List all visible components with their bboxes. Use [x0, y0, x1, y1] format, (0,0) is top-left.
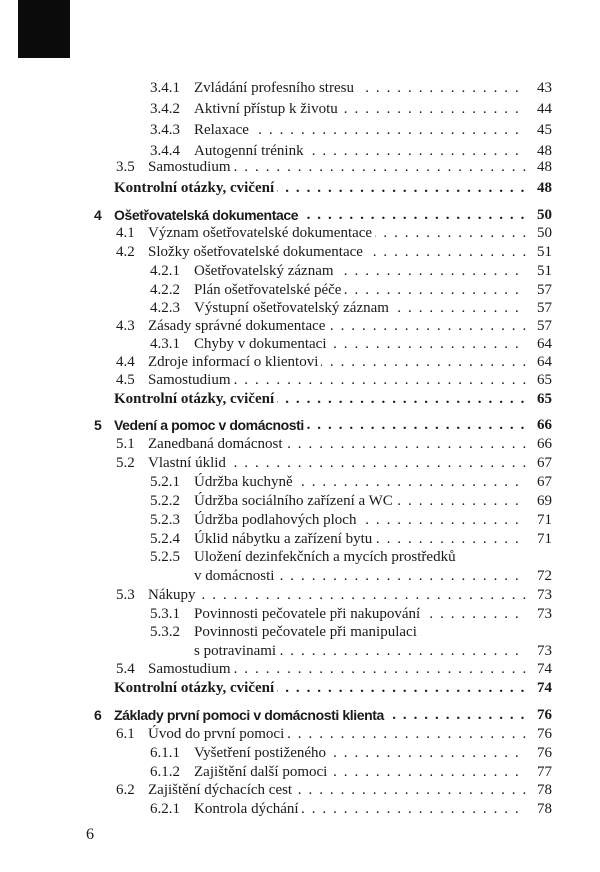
- toc-entry-title: [194, 604, 526, 624]
- toc-entry-title: [194, 547, 560, 567]
- toc-entry-page: 71: [537, 531, 552, 547]
- toc-entry-page: 78: [537, 782, 552, 798]
- toc-entry-number: 6.1.2: [150, 764, 180, 780]
- toc-entry-title-text: Zanedbaná domácnost: [148, 436, 286, 452]
- toc-entry-page: 74: [537, 661, 552, 677]
- toc-entry-title-text: Relaxace: [194, 122, 252, 138]
- toc-entry-page: 51: [537, 263, 552, 279]
- toc-entry-title: [148, 370, 526, 390]
- toc-entry-title: [194, 298, 526, 318]
- toc-entry-title: [194, 280, 526, 300]
- toc-entry-title-text: Vyšetření postiženého: [194, 745, 329, 761]
- toc-entry-number: 5.3.1: [150, 606, 180, 622]
- toc-entry: [0, 78, 600, 100]
- toc-entry-title-text: Zajištění další pomoci: [194, 764, 330, 780]
- toc-entry-title-text: Údržba sociálního zařízení a WC: [194, 493, 396, 509]
- toc-entry-number: 5.2.3: [150, 512, 180, 528]
- toc-entry-number: 6.1: [116, 726, 135, 742]
- toc-entry-number: 5.2.5: [150, 549, 180, 565]
- toc-entry-page: 44: [537, 101, 552, 117]
- toc-entry-title-text: Autogenní trénink: [194, 143, 307, 159]
- toc-entry-number: 5: [94, 417, 102, 433]
- toc-entry-title-text: Povinnosti pečovatele při nakupování: [194, 606, 423, 622]
- toc-entry-title: [114, 415, 526, 436]
- toc-entry-page: 65: [537, 391, 552, 407]
- toc-entry-title: [194, 99, 526, 119]
- toc-entry-title-text: Kontrolní otázky, cvičení: [114, 680, 277, 696]
- toc-entry-page: 50: [537, 225, 552, 241]
- toc-entry-title-text: Povinnosti pečovatele při manipulaci: [194, 624, 420, 640]
- toc-entry-title-text: Vlastní úklid: [148, 455, 229, 471]
- toc-entry-page: 67: [537, 455, 552, 471]
- toc-entry-page: 74: [537, 680, 552, 696]
- toc-entry-number: 4.5: [116, 372, 135, 388]
- toc-entry-title-text: Uložení dezinfekčních a mycích prostředků: [194, 549, 459, 565]
- toc-entry: [0, 120, 600, 142]
- toc-entry-page: 65: [537, 372, 552, 388]
- toc-entry-number: 5.2.1: [150, 474, 180, 490]
- toc-entry-title-text: Úvod do první pomoci: [148, 726, 287, 742]
- toc-entry-page: 72: [537, 568, 552, 584]
- toc-entry-title: [194, 529, 526, 549]
- toc-entry-number: 5.3.2: [150, 624, 180, 640]
- toc-entry-title-text: Kontrolní otázky, cvičení: [114, 391, 277, 407]
- toc-entry-page: 76: [537, 707, 552, 723]
- toc-entry-title: [194, 743, 526, 763]
- toc-entry-title: [114, 705, 526, 726]
- toc-entry-number: 5.2.4: [150, 531, 180, 547]
- toc-entry-page: 57: [537, 300, 552, 316]
- toc-entry-number: 3.4.3: [150, 122, 180, 138]
- toc-entry-number: 4.1: [116, 225, 135, 241]
- toc-entry-title-text: s potravinami: [194, 643, 279, 659]
- toc-entry-title: [148, 242, 526, 262]
- toc-entry: [0, 99, 600, 121]
- toc-entry-title-text: Ošetřovatelská dokumentace: [114, 207, 301, 223]
- toc-entry-title-text: Význam ošetřovatelské dokumentace: [148, 225, 375, 241]
- toc-entry-number: 6.2.1: [150, 801, 180, 817]
- toc-entry-title: [114, 678, 526, 698]
- toc-entry-title: [148, 659, 526, 679]
- toc-entry-title: [148, 316, 526, 336]
- toc-entry-number: 5.3: [116, 587, 135, 603]
- toc-entry-title: [148, 157, 526, 177]
- toc-entry: [0, 678, 600, 700]
- toc-entry-number: 4.2.2: [150, 282, 180, 298]
- toc-entry-title-text: Údržba podlahových ploch: [194, 512, 359, 528]
- toc-entry-title: [148, 724, 526, 744]
- toc-entry-title: [194, 120, 526, 140]
- toc-entry-number: 3.4.1: [150, 80, 180, 96]
- toc-entry-page: 50: [537, 207, 552, 223]
- toc-entry-number: 5.4: [116, 661, 135, 677]
- toc-entry-number: 5.2: [116, 455, 135, 471]
- toc-entry-page: 69: [537, 493, 552, 509]
- toc-entry-page: 66: [537, 436, 552, 452]
- toc-entry: [0, 157, 600, 179]
- toc-entry-number: 3.4.4: [150, 143, 180, 159]
- toc-entry-page: 48: [537, 159, 552, 175]
- toc-entry-number: 3.5: [116, 159, 135, 175]
- toc-entry-title: [194, 78, 526, 98]
- toc-entry-title: [148, 352, 526, 372]
- toc-entry-number: 6: [94, 707, 102, 723]
- toc-entry-title: [194, 261, 526, 281]
- toc-entry-title-text: Výstupní ošetřovatelský záznam: [194, 300, 392, 316]
- toc-entry-page: 76: [537, 745, 552, 761]
- toc-entry-number: 4.3.1: [150, 336, 180, 352]
- toc-entry-title: [194, 491, 526, 511]
- toc-entry-title-text: v domácnosti: [194, 568, 277, 584]
- toc-entry-title-text: Samostudium: [148, 372, 234, 388]
- toc-entry-title-text: Samostudium: [148, 661, 234, 677]
- toc-entry-title: [148, 434, 526, 454]
- toc-entry-page: 73: [537, 643, 552, 659]
- toc-entry-title: [114, 178, 526, 198]
- toc-entry-title-text: Složky ošetřovatelské dokumentace: [148, 244, 366, 260]
- toc-entry-number: 4.2: [116, 244, 135, 260]
- toc-entry-page: 45: [537, 122, 552, 138]
- toc-entry: [0, 799, 600, 821]
- toc-entry-page: 64: [537, 354, 552, 370]
- toc-entry-title: [194, 622, 560, 642]
- toc-entry-page: 48: [537, 143, 552, 159]
- toc-entry-number: 4.3: [116, 318, 135, 334]
- toc-entry-number: 4.2.1: [150, 263, 180, 279]
- toc-entry-number: 5.2.2: [150, 493, 180, 509]
- toc-entry-page: 73: [537, 606, 552, 622]
- page-number: 6: [86, 826, 94, 843]
- toc-entry-title: [194, 334, 526, 354]
- toc-entry-title: [194, 510, 526, 530]
- toc-entry-title: [194, 762, 526, 782]
- toc-entry-page: 57: [537, 282, 552, 298]
- toc-entry-title: [148, 223, 526, 243]
- toc-entry-page: 77: [537, 764, 552, 780]
- toc-entry-title-text: Aktivní přístup k životu: [194, 101, 341, 117]
- toc-entry-title: [194, 566, 526, 586]
- toc-entry-title: [148, 780, 526, 800]
- toc-entry-title-text: Nákupy: [148, 587, 199, 603]
- toc-entry-title: [148, 585, 526, 605]
- toc-entry-page: 51: [537, 244, 552, 260]
- toc-entry-title: [194, 799, 526, 819]
- toc-entry-number: 3.4.2: [150, 101, 180, 117]
- toc-entry-title-text: Zdroje informací o klientovi: [148, 354, 321, 370]
- toc-entry-page: 64: [537, 336, 552, 352]
- toc-entry-page: 76: [537, 726, 552, 742]
- toc-entry-title-text: Kontrolní otázky, cvičení: [114, 180, 277, 196]
- toc-entry-page: 66: [537, 417, 552, 433]
- toc-entry-page: 78: [537, 801, 552, 817]
- toc-entry-title-text: Zásady správné dokumentace: [148, 318, 328, 334]
- toc-entry-title: [114, 389, 526, 409]
- toc-entry-number: 4.4: [116, 354, 135, 370]
- toc-entry-title-text: Ošetřovatelský záznam: [194, 263, 337, 279]
- toc-entry-title-text: Základy první pomoci v domácnosti klienta: [114, 707, 387, 723]
- toc-entry-title-text: Úklid nábytku a zařízení bytu: [194, 531, 375, 547]
- toc-entry-page: 73: [537, 587, 552, 603]
- toc-entry-page: 67: [537, 474, 552, 490]
- toc-entry-title-text: Plán ošetřovatelské péče: [194, 282, 344, 298]
- toc-entry-page: 71: [537, 512, 552, 528]
- toc-entry-title-text: Zvládání profesního stresu: [194, 80, 357, 96]
- toc-entry: [0, 178, 600, 200]
- toc-entry-title-text: Zajištění dýchacích cest: [148, 782, 295, 798]
- toc-entry-title-text: Kontrola dýchání: [194, 801, 302, 817]
- toc-entry: [0, 389, 600, 411]
- toc-entry-title: [194, 472, 526, 492]
- toc-entry-number: 4: [94, 207, 102, 223]
- toc-entry-title: [148, 453, 526, 473]
- toc-entry-title: [194, 641, 526, 661]
- toc-entry-title-text: Chyby v dokumentaci: [194, 336, 329, 352]
- toc-entry-title-text: Samostudium: [148, 159, 234, 175]
- toc-entry-page: 48: [537, 180, 552, 196]
- toc-entry-page: 57: [537, 318, 552, 334]
- toc-entry-title-text: Údržba kuchyně: [194, 474, 296, 490]
- toc-entry-number: 6.1.1: [150, 745, 180, 761]
- toc-entry-title-text: Vedení a pomoc v domácnosti: [114, 417, 307, 433]
- toc-entry-page: 43: [537, 80, 552, 96]
- toc-entry-number: 6.2: [116, 782, 135, 798]
- toc-entry-number: 4.2.3: [150, 300, 180, 316]
- toc-entry-number: 5.1: [116, 436, 135, 452]
